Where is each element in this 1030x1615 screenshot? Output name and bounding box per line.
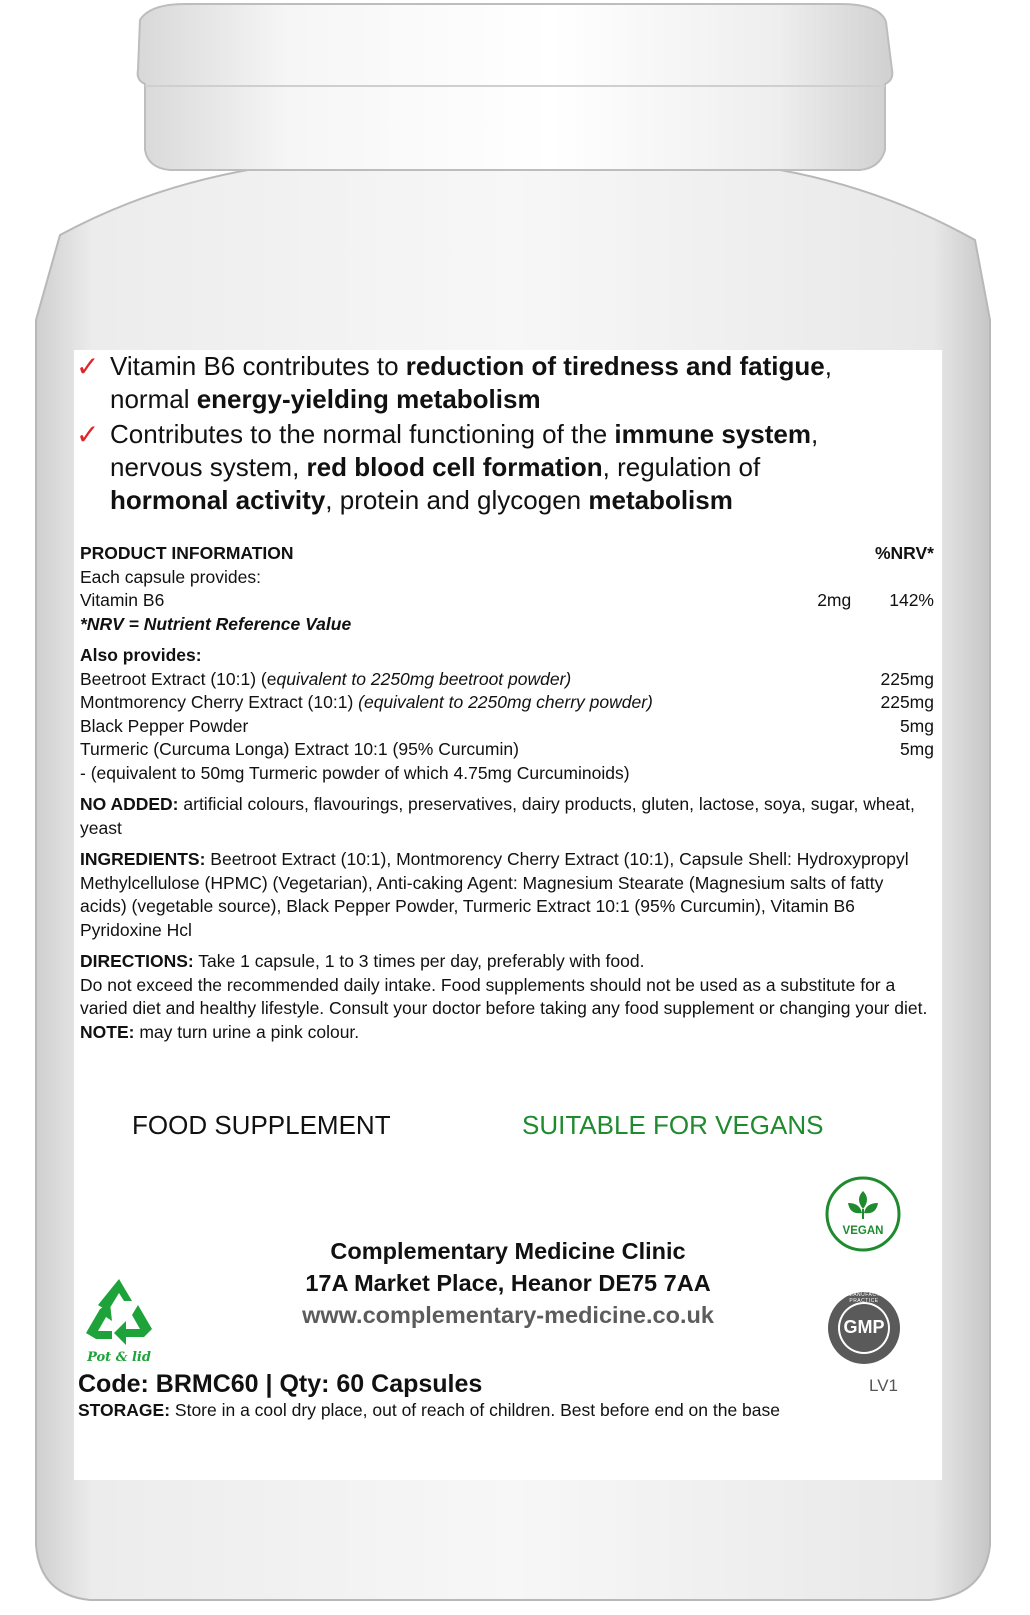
claim-text: , protein and glycogen — [325, 485, 589, 515]
info-header-row — [80, 542, 934, 566]
claim-1 — [74, 350, 942, 416]
recycle-icon — [78, 1275, 160, 1345]
also-provides-heading: Also provides: — [80, 645, 202, 665]
list-item: Beetroot Extract (10:1) (equivalent to 2250mg beetroot powder) 225mg — [80, 668, 934, 692]
product-information — [80, 542, 934, 1044]
note: NOTE: may turn urine a pink colour. — [80, 1021, 360, 1042]
vitamin-amount: 2mg — [817, 590, 852, 610]
checkmark-icon: ✓ — [76, 419, 100, 450]
recycle-badge — [78, 1275, 160, 1365]
label-version: LV1 — [869, 1376, 898, 1395]
gmp-badge — [826, 1290, 902, 1366]
directions-warning: Do not exceed the recommended daily intake. Food supplements should not be used as a substitute for a varied diet and healthy lifestyle. Consult your doctor before taking any food supplement or changing your diet. — [80, 974, 928, 1018]
list-item: Montmorency Cherry Extract (10:1) (equivalent to 2250mg cherry powder) 225mg — [80, 691, 934, 715]
vitamin-row — [80, 589, 934, 613]
nrv-note: *NRV = Nutrient Reference Value — [80, 613, 352, 634]
claim-text: Contributes to the normal functioning of the — [110, 419, 615, 449]
claim-text: normal — [110, 384, 197, 414]
claim-bold: immune system — [614, 419, 811, 449]
clinic-address: 17A Market Place, Heanor DE75 7AA — [305, 1270, 711, 1296]
claim-bold: hormonal activity — [110, 485, 326, 515]
vitamin-nrv: 142% — [889, 590, 934, 610]
no-added: NO ADDED: artificial colours, flavourings, preservatives, dairy products, gluten, lactose, soya, sugar, wheat, yeast — [80, 794, 915, 838]
item-amount: 225mg — [880, 668, 934, 689]
product-label — [74, 350, 942, 1480]
directions: DIRECTIONS: Take 1 capsule, 1 to 3 times per day, preferably with food. — [80, 951, 645, 971]
checkmark-icon: ✓ — [76, 351, 100, 382]
claim-text: , — [810, 419, 819, 449]
clinic-name: Complementary Medicine Clinic — [330, 1238, 686, 1264]
claim-bold: reduction of tiredness and fatigue — [405, 351, 825, 381]
claim-text: Vitamin B6 contributes to — [110, 351, 406, 381]
claim-bold: metabolism — [588, 485, 733, 515]
vegan-badge — [824, 1175, 902, 1253]
leaf-icon — [824, 1175, 902, 1253]
item-amount: 5mg — [899, 715, 934, 736]
suitable-for-vegans-label: SUITABLE FOR VEGANS — [522, 1110, 824, 1140]
recycle-caption: Pot & lid — [87, 1350, 151, 1365]
claim-bold: red blood cell formation — [306, 452, 603, 482]
contact-block — [74, 1235, 942, 1331]
product-info-heading: PRODUCT INFORMATION — [80, 543, 294, 563]
list-item: Turmeric (Curcuma Longa) Extract 10:1 (95% Curcumin) 5mg — [80, 738, 934, 762]
vitamin-name: Vitamin B6 — [80, 590, 165, 610]
turmeric-note: - (equivalent to 50mg Turmeric powder of which 4.75mg Curcuminoids) — [80, 762, 630, 783]
each-capsule-text: Each capsule provides: — [80, 566, 261, 587]
gmp-text: GMP — [843, 1317, 885, 1337]
benefit-claims — [74, 350, 942, 519]
claim-text: nervous system, — [110, 452, 307, 482]
item-amount: 225mg — [880, 692, 934, 712]
vegan-badge-text: VEGAN — [842, 1225, 884, 1237]
gmp-ring-text: GOOD MANUFACTURING PRACTICE — [829, 1292, 899, 1304]
clinic-website: www.complementary-medicine.co.uk — [302, 1302, 714, 1328]
vitamin-values — [817, 589, 934, 613]
claim-bold: energy-yielding metabolism — [196, 384, 541, 414]
product-code: Code: BRMC60 | Qty: 60 Capsules — [78, 1370, 483, 1398]
claim-text: , — [824, 351, 832, 381]
list-item: Black Pepper Powder 5mg — [80, 715, 934, 739]
claim-text: , regulation of — [602, 452, 761, 482]
storage: STORAGE: Store in a cool dry place, out of reach of children. Best before end on the base — [78, 1400, 781, 1420]
food-supplement-label: FOOD SUPPLEMENT — [132, 1110, 391, 1140]
claim-2 — [74, 418, 942, 517]
ingredients: INGREDIENTS: Beetroot Extract (10:1), Montmorency Cherry Extract (10:1), Capsule Shell: Hydroxypropyl Methylcellulose (HPMC) (Vegetarian), Anti-caking Agent: Magnesium Stearate (Magnesium salts of fatty acids) (vegetable source), Black Pepper Powder, Turmeric Extract 10:1 (95% Curcumin), Vitamin B6 Pyridoxine Hcl — [80, 849, 909, 940]
item-amount: 5mg — [899, 739, 934, 759]
nrv-heading: %NRV* — [874, 543, 934, 563]
